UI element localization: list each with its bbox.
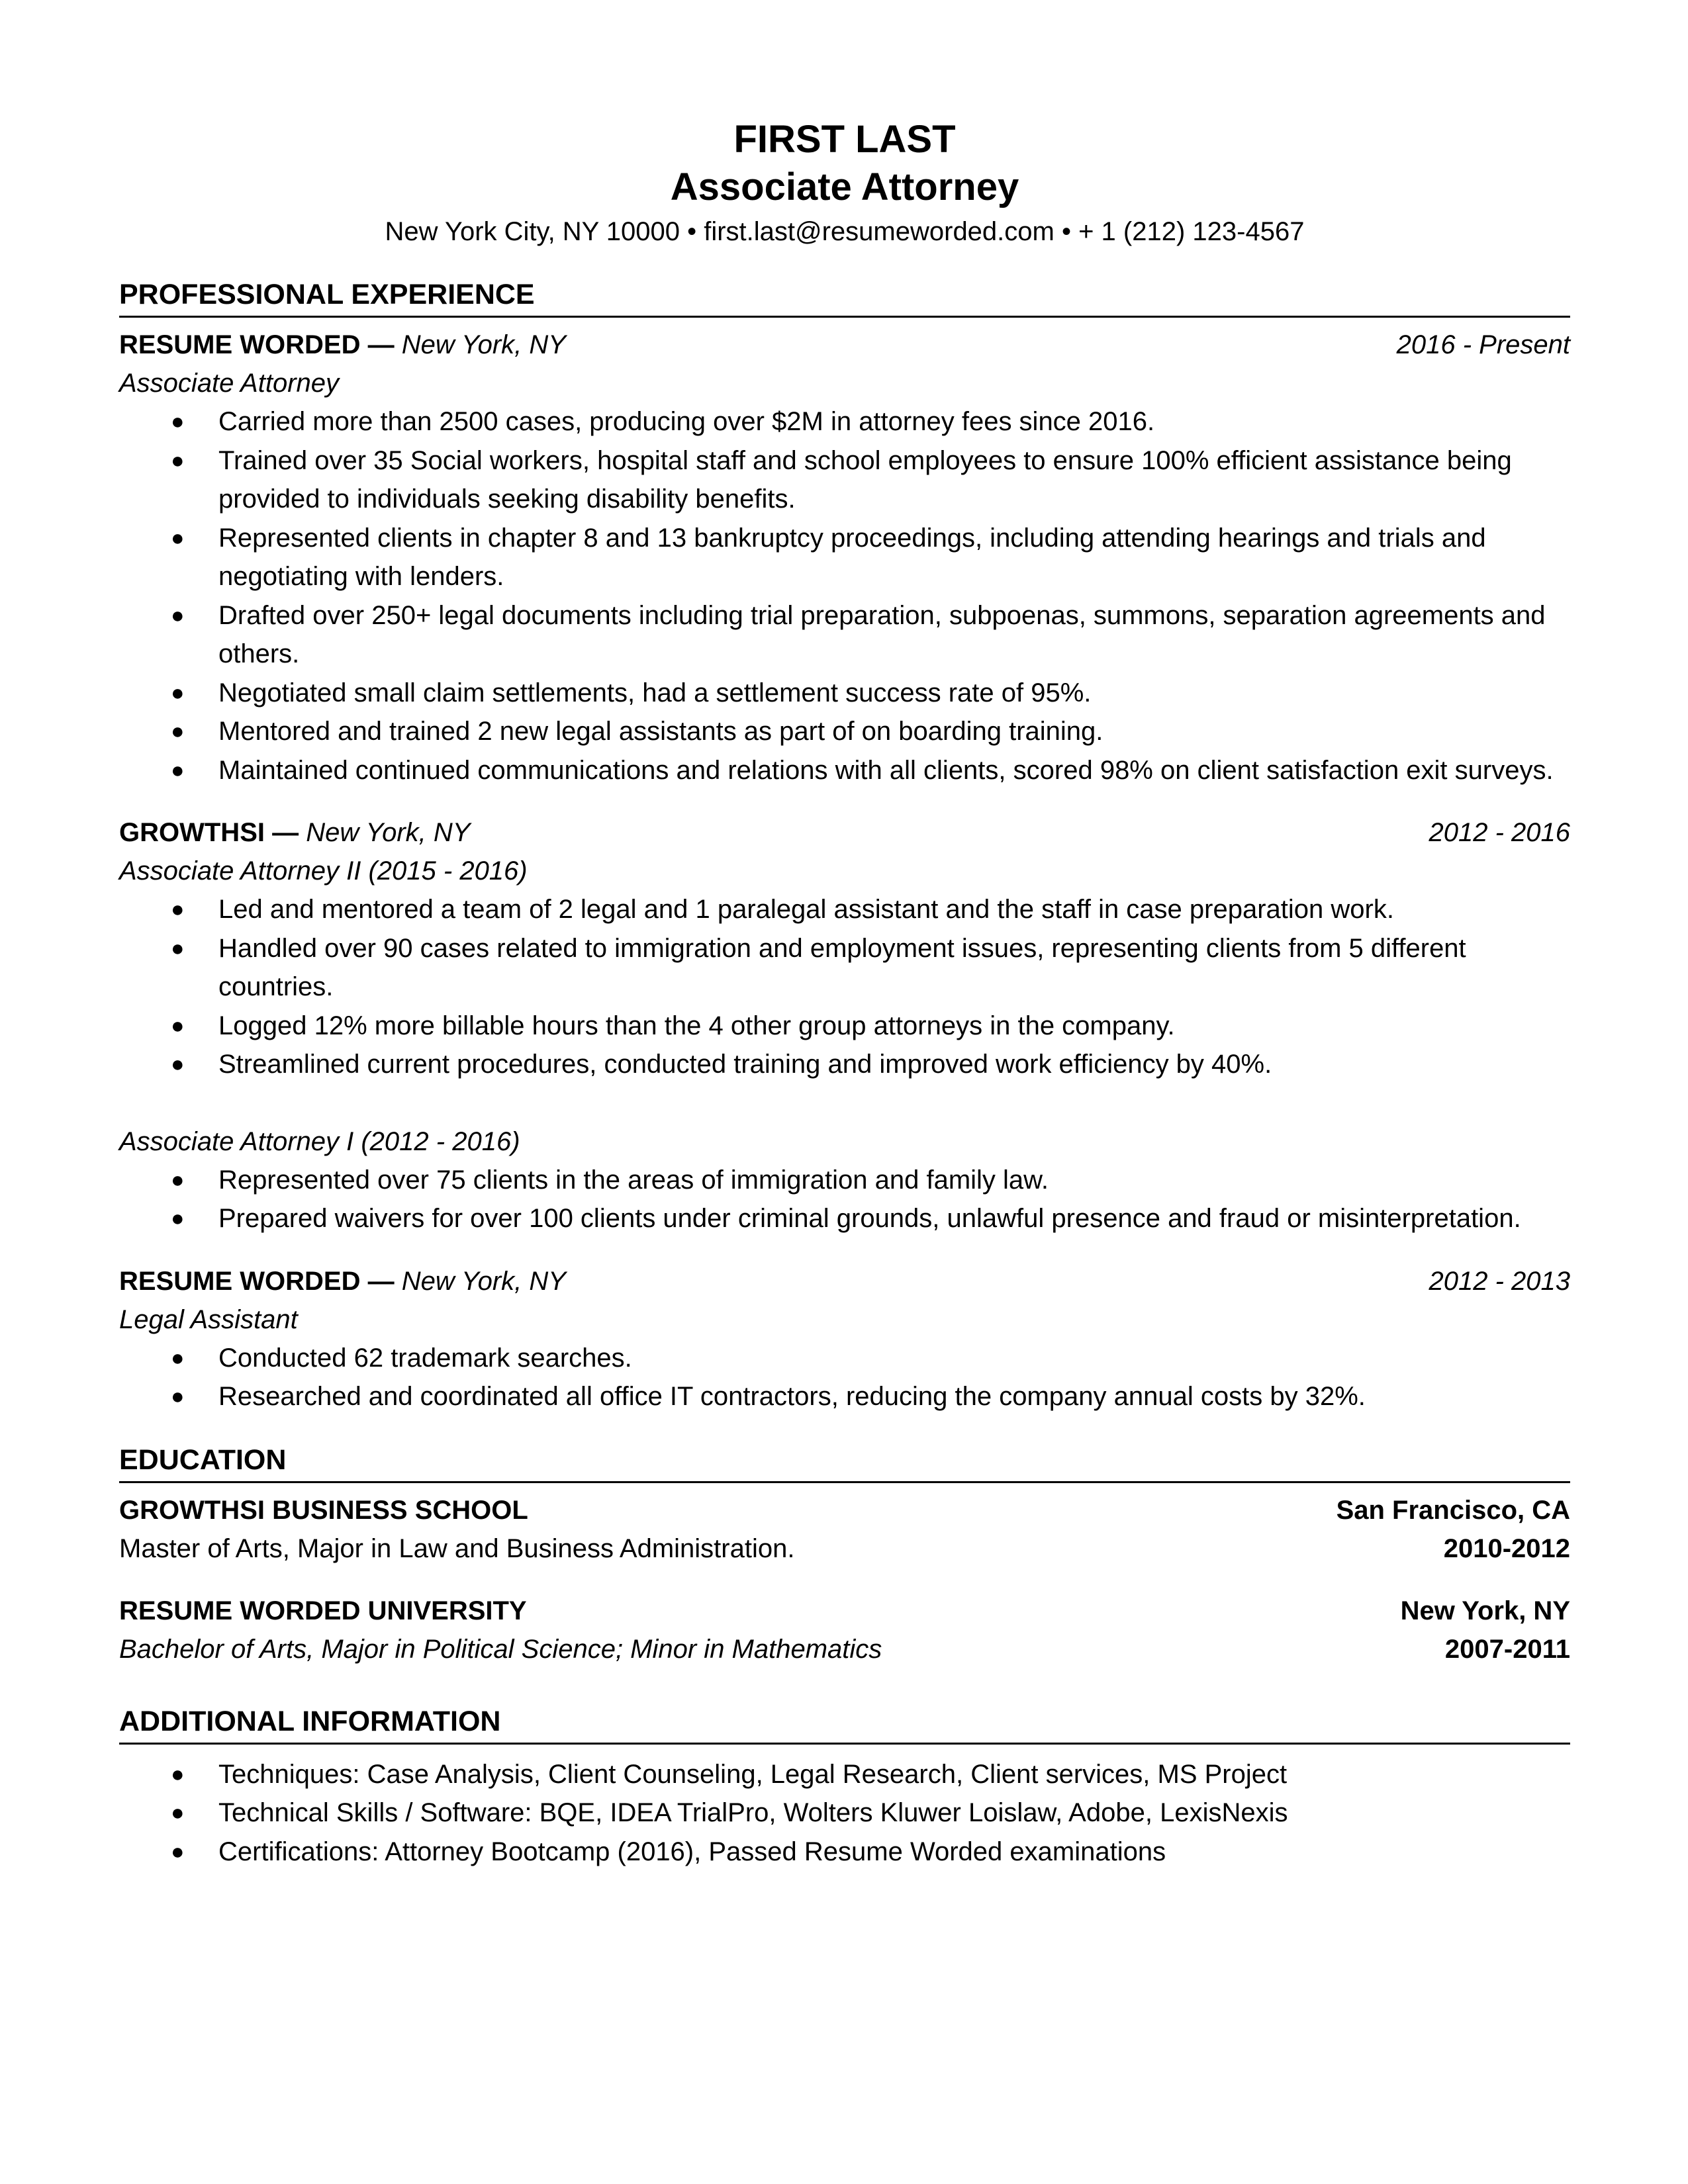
education-row xyxy=(119,1491,1570,1529)
list-item xyxy=(119,1339,1570,1378)
bullet-list xyxy=(119,402,1570,790)
bullet-icon: ● xyxy=(171,602,185,628)
candidate-title: Associate Attorney xyxy=(670,165,1019,208)
bullet-list xyxy=(119,1755,1570,1872)
school-name: RESUME WORDED UNIVERSITY xyxy=(119,1596,527,1625)
bullet-icon: ● xyxy=(171,1839,185,1864)
experience-section xyxy=(119,276,1570,1416)
bullet-icon: ● xyxy=(171,409,185,434)
bullet-text: Technical Skills / Software: BQE, IDEA TrialPro, Wolters Kluwer Loislaw, Adobe, LexisNexis xyxy=(218,1798,1288,1827)
bullet-icon: ● xyxy=(171,719,185,744)
role-title: Associate Attorney I (2012 - 2016) xyxy=(119,1126,520,1156)
bullet-icon: ● xyxy=(171,680,185,705)
company-name: RESUME WORDED — xyxy=(119,1266,395,1296)
bullet-text: Certifications: Attorney Bootcamp (2016), Passed Resume Worded examinations xyxy=(218,1837,1166,1866)
resume-header xyxy=(119,116,1570,251)
education-row xyxy=(119,1529,1570,1568)
bullet-list xyxy=(119,1339,1570,1416)
job-dates: 2012 - 2016 xyxy=(1429,818,1570,847)
school-location: New York, NY xyxy=(1400,1596,1570,1625)
bullet-text: Streamlined current procedures, conducted training and improved work efficiency by 40%. xyxy=(218,1050,1272,1079)
additional-section xyxy=(119,1703,1570,1872)
education-years: 2007-2011 xyxy=(1444,1634,1570,1664)
bullet-text: Researched and coordinated all office IT contractors, reducing the company annual costs by 32%. xyxy=(218,1382,1366,1411)
list-item xyxy=(119,712,1570,751)
list-item xyxy=(119,596,1570,674)
company-location: New York, NY xyxy=(306,818,471,847)
list-item xyxy=(119,1161,1570,1200)
bullet-list xyxy=(119,1161,1570,1238)
bullet-text: Logged 12% more billable hours than the 4 other group attorneys in the company. xyxy=(218,1011,1175,1040)
job-dates: 2012 - 2013 xyxy=(1429,1266,1570,1296)
role-title: Legal Assistant xyxy=(119,1304,298,1334)
bullet-icon: ● xyxy=(171,1013,185,1038)
list-item xyxy=(119,1833,1570,1872)
candidate-name: FIRST LAST xyxy=(733,118,956,161)
job-entry xyxy=(119,1262,1570,1416)
role-title: Associate Attorney xyxy=(119,369,340,398)
bullet-text: Prepared waivers for over 100 clients under criminal grounds, unlawful presence and fraud or misinterpretation. xyxy=(218,1204,1521,1233)
bullet-text: Carried more than 2500 cases, producing over $2M in attorney fees since 2016. xyxy=(218,407,1155,436)
list-item xyxy=(119,1045,1570,1084)
education-row xyxy=(119,1630,1570,1668)
list-item xyxy=(119,674,1570,713)
bullet-text: Maintained continued communications and relations with all clients, scored 98% on client satisfaction exit surveys. xyxy=(218,755,1554,785)
education-row xyxy=(119,1592,1570,1630)
list-item xyxy=(119,441,1570,519)
bullet-text: Represented clients in chapter 8 and 13 bankruptcy proceedings, including attending hearings and trials and negotiating with lenders. xyxy=(218,523,1486,591)
bullet-icon: ● xyxy=(171,1052,185,1077)
bullet-text: Drafted over 250+ legal documents including trial preparation, subpoenas, summons, separation agreements and others. xyxy=(218,600,1546,668)
bullet-text: Led and mentored a team of 2 legal and 1 paralegal assistant and the staff in case preparation work. xyxy=(218,895,1394,924)
bullet-icon: ● xyxy=(171,935,185,961)
bullet-icon: ● xyxy=(171,1761,185,1787)
bullet-icon: ● xyxy=(171,1167,185,1193)
company-location: New York, NY xyxy=(401,330,566,359)
bullet-icon: ● xyxy=(171,757,185,783)
list-item xyxy=(119,1377,1570,1416)
bullet-icon: ● xyxy=(171,897,185,922)
bullet-text: Represented over 75 clients in the areas of immigration and family law. xyxy=(218,1165,1049,1195)
education-heading: EDUCATION xyxy=(119,1441,1570,1483)
job-entry xyxy=(119,326,1570,790)
list-item xyxy=(119,402,1570,441)
bullet-icon: ● xyxy=(171,525,185,551)
bullet-text: Trained over 35 Social workers, hospital staff and school employees to ensure 100% efficient assistance being provided to individuals seeking disability benefits. xyxy=(218,445,1512,514)
education-entry xyxy=(119,1491,1570,1568)
education-section xyxy=(119,1441,1570,1668)
degree: Bachelor of Arts, Major in Political Science; Minor in Mathematics xyxy=(119,1634,882,1664)
bullet-icon: ● xyxy=(171,1206,185,1231)
list-item xyxy=(119,929,1570,1007)
job-header xyxy=(119,813,1570,852)
list-item xyxy=(119,1007,1570,1046)
list-item xyxy=(119,1199,1570,1238)
company-name: GROWTHSI — xyxy=(119,818,299,847)
bullet-text: Techniques: Case Analysis, Client Counseling, Legal Research, Client services, MS Project xyxy=(218,1759,1288,1789)
job-entry xyxy=(119,813,1570,1238)
list-item xyxy=(119,751,1570,790)
bullet-icon: ● xyxy=(171,1384,185,1409)
degree: Master of Arts, Major in Law and Business Administration. xyxy=(119,1533,795,1563)
bullet-text: Handled over 90 cases related to immigration and employment issues, representing clients from 5 different countries. xyxy=(218,933,1466,1001)
list-item xyxy=(119,519,1570,596)
company-name: RESUME WORDED — xyxy=(119,330,395,359)
list-item xyxy=(119,1794,1570,1833)
bullet-text: Mentored and trained 2 new legal assistants as part of on boarding training. xyxy=(218,717,1103,746)
school-location: San Francisco, CA xyxy=(1336,1495,1570,1525)
bullet-text: Negotiated small claim settlements, had a settlement success rate of 95%. xyxy=(218,678,1092,707)
bullet-icon: ● xyxy=(171,1345,185,1371)
bullet-text: Conducted 62 trademark searches. xyxy=(218,1343,632,1373)
education-entry xyxy=(119,1592,1570,1668)
role-title: Associate Attorney II (2015 - 2016) xyxy=(119,856,528,886)
list-item xyxy=(119,890,1570,929)
school-name: GROWTHSI BUSINESS SCHOOL xyxy=(119,1495,528,1525)
job-dates: 2016 - Present xyxy=(1396,330,1570,359)
job-header xyxy=(119,1262,1570,1300)
list-item xyxy=(119,1755,1570,1794)
bullet-icon: ● xyxy=(171,447,185,473)
contact-line: New York City, NY 10000 • first.last@resumeworded.com • + 1 (212) 123-4567 xyxy=(385,217,1305,246)
bullet-icon: ● xyxy=(171,1800,185,1825)
resume-page xyxy=(119,116,1570,1871)
additional-heading: ADDITIONAL INFORMATION xyxy=(119,1703,1570,1745)
bullet-list xyxy=(119,890,1570,1084)
education-years: 2010-2012 xyxy=(1443,1533,1570,1563)
experience-heading: PROFESSIONAL EXPERIENCE xyxy=(119,276,1570,318)
company-location: New York, NY xyxy=(401,1266,566,1296)
job-header xyxy=(119,326,1570,364)
